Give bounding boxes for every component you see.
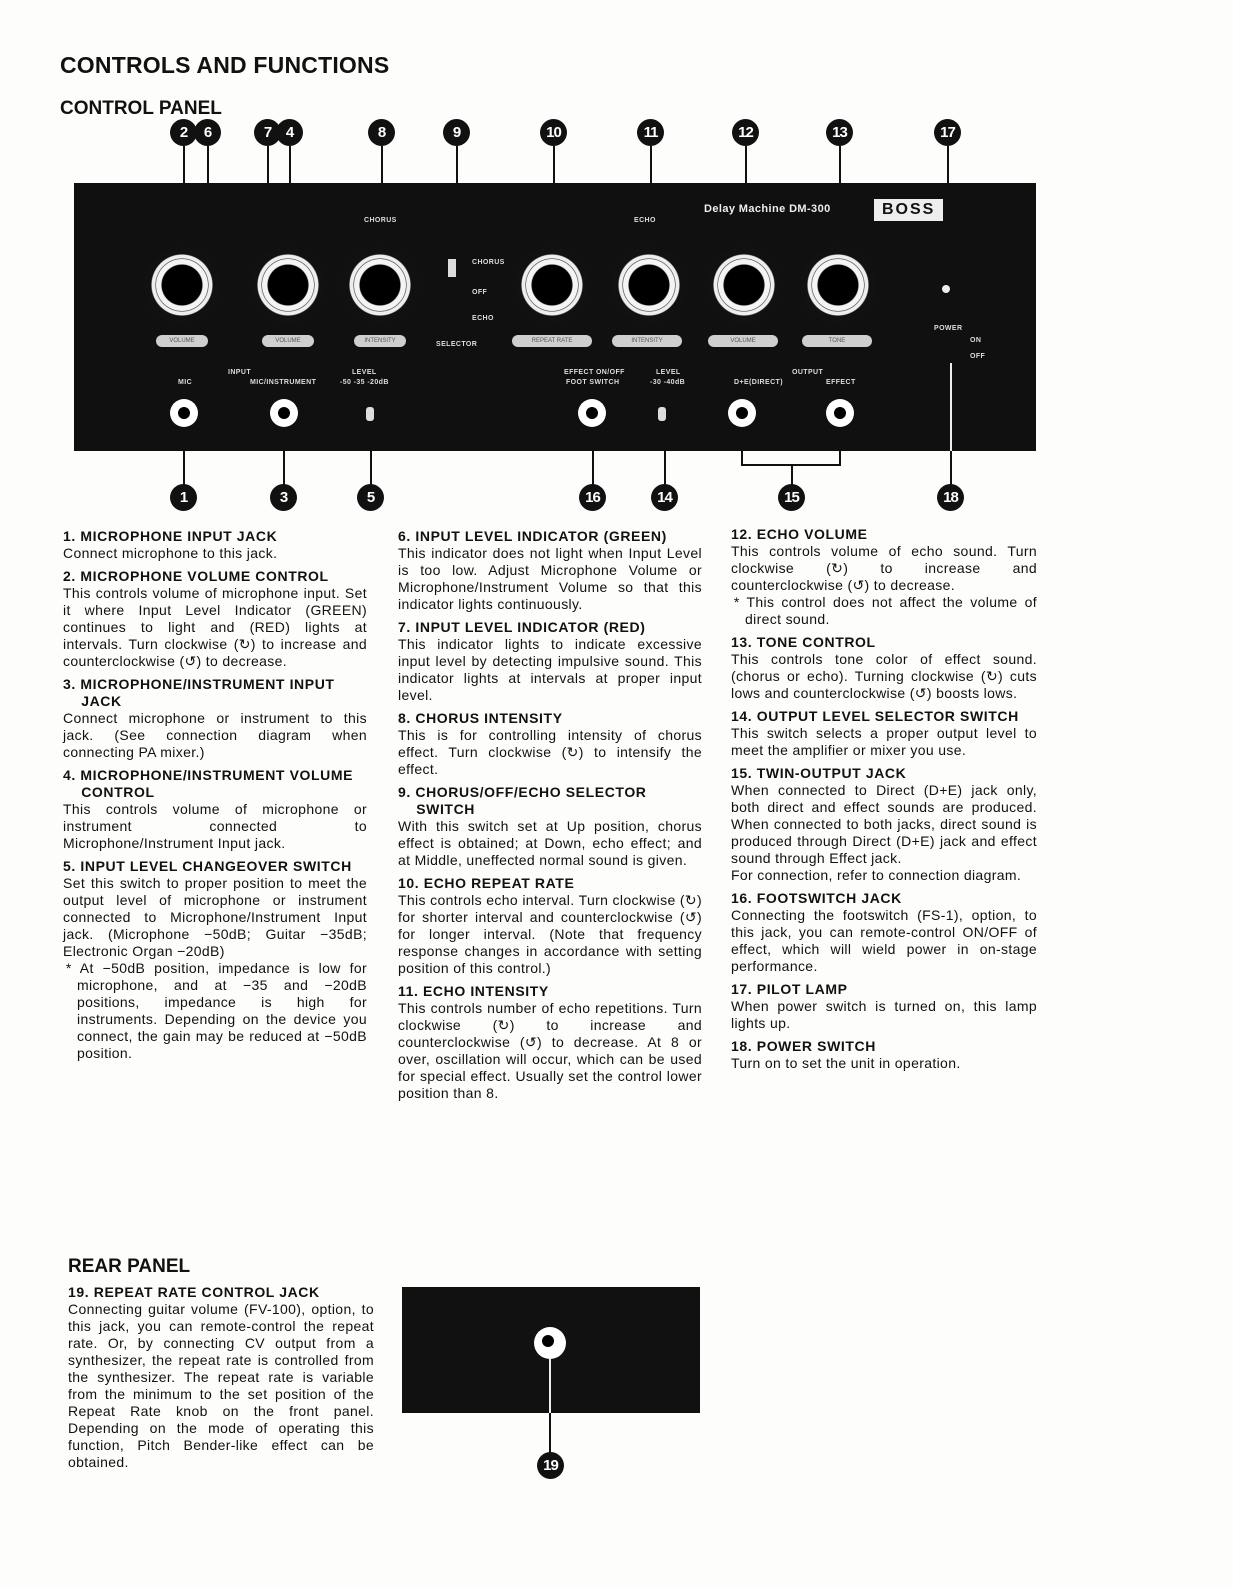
callout-14: 14 xyxy=(651,484,678,511)
item-title: 7. INPUT LEVEL INDICATOR (RED) xyxy=(398,619,646,635)
item-text: This indicator lights to indicate excessive input level by detecting impulsive sound. This indicator lights at intervals at proper input level. xyxy=(398,636,702,703)
item-text: This controls echo interval. Turn clockwise (↻) for shorter interval and counterclockwise (↺) for longer interval. (Note that frequency response changes in accordance with setting position of this control.) xyxy=(398,892,702,976)
item-text: This controls tone color of effect sound. (chorus or echo). Turning clockwise (↻) cuts lows and counterclockwise (↺) boosts lows. xyxy=(731,651,1037,701)
callout-18: 18 xyxy=(937,484,964,511)
echo-volume-knob[interactable] xyxy=(706,247,782,323)
rear-panel-photo xyxy=(402,1287,700,1413)
item-text: Connecting the footswitch (FS-1), option, to this jack, you can remote-control ON/OFF of effect, which will wield power in on-stage performance. xyxy=(731,907,1037,974)
callout-15: 15 xyxy=(778,484,805,511)
effect-output-jack[interactable] xyxy=(826,399,854,427)
column-3 xyxy=(731,526,1037,1078)
knob-label: VOLUME xyxy=(262,335,314,347)
callout-7: 7 xyxy=(254,119,281,146)
column-1 xyxy=(63,528,367,1068)
callout-11: 11 xyxy=(637,119,664,146)
item-title: 5. INPUT LEVEL CHANGEOVER SWITCH xyxy=(63,858,352,874)
level-values: -50 -35 -20dB xyxy=(340,379,389,386)
selector-echo: ECHO xyxy=(472,315,494,322)
item-title: 8. CHORUS INTENSITY xyxy=(398,710,563,726)
column-2 xyxy=(398,528,702,1108)
item-note: * This control does not affect the volume of direct sound. xyxy=(733,594,1037,627)
item-text: This controls volume of microphone or instrument connected to Microphone/Instrument Input jack. xyxy=(63,801,367,851)
callout-4: 4 xyxy=(276,119,303,146)
item-note: * At −50dB position, impedance is low for microphone, and at −35 and −20dB positions, impedance is high for instruments. Depending on the device you connect, the gain may be reduced at −50dB position. xyxy=(65,960,367,1061)
repeat-rate-knob[interactable] xyxy=(514,247,590,323)
input-label: INPUT xyxy=(228,369,251,376)
selector-off: OFF xyxy=(472,289,488,296)
echo-intensity-knob[interactable] xyxy=(611,247,687,323)
mic-inst-input-jack[interactable] xyxy=(270,399,298,427)
control-panel-heading: CONTROL PANEL xyxy=(60,98,222,119)
item-text: Connect microphone or instrument to this jack. (See connection diagram when connecting PA mixer.) xyxy=(63,710,367,760)
callout-5: 5 xyxy=(357,484,384,511)
callout-9: 9 xyxy=(443,119,470,146)
item-text: This controls volume of microphone input. Set it where Input Level Indicator (GREEN) continues to light and (RED) lights at intervals. Turn clockwise (↻) to increase and counterclockwise (↺) to decrease. xyxy=(63,585,367,669)
callout-8: 8 xyxy=(368,119,395,146)
callout-6: 6 xyxy=(194,119,221,146)
front-panel-photo xyxy=(74,183,1036,451)
item-title: 11. ECHO INTENSITY xyxy=(398,983,549,999)
chorus-label: CHORUS xyxy=(364,217,397,224)
item-text: With this switch set at Up position, chorus effect is obtained; at Down, echo effect; and at Middle, uneffected normal sound is given. xyxy=(398,818,702,868)
knob-label: VOLUME xyxy=(708,335,778,347)
direct-output-jack[interactable] xyxy=(728,399,756,427)
callout-2: 2 xyxy=(170,119,197,146)
output-level-switch[interactable] xyxy=(658,407,666,421)
repeat-rate-control-jack[interactable] xyxy=(534,1327,566,1359)
item-text: Connecting guitar volume (FV-100), option, to this jack, you can remote-control the repeat rate. Or, by connecting CV output from a synthesizer, the repeat rate is controlled from the synthesizer. The repeat rate is variable from the minimum to the set position of the Repeat Rate knob on the front panel. Depending on the mode of operating this function, Pitch Bender-like effect can be obtained. xyxy=(68,1301,374,1470)
item-text: Connect microphone to this jack. xyxy=(63,545,278,561)
power-off-label: OFF xyxy=(970,353,986,360)
item-title: 4. MICROPHONE/INSTRUMENT VOLUME CONTROL xyxy=(63,767,354,800)
level-changeover-switch[interactable] xyxy=(366,407,374,421)
item-title: 2. MICROPHONE VOLUME CONTROL xyxy=(63,568,329,584)
item-text: When connected to Direct (D+E) jack only, both direct and effect sounds are produced. When connected to both jacks, direct sound is produced through Direct (D+E) jack and effect sound through Effect jack. xyxy=(731,782,1037,866)
knob-label: VOLUME xyxy=(156,335,208,347)
callout-12: 12 xyxy=(732,119,759,146)
item-text-2: For connection, refer to connection diagram. xyxy=(731,867,1022,883)
knob-label: REPEAT RATE xyxy=(512,335,592,347)
item-text: This indicator does not light when Input Level is too low. Adjust Microphone Volume or Microphone/Instrument Volume so that this indicator lights continuously. xyxy=(398,545,702,612)
callout-1: 1 xyxy=(170,484,197,511)
power-on-label: ON xyxy=(970,337,982,344)
mic-inst-volume-knob[interactable] xyxy=(250,247,326,323)
rear-panel-heading: REAR PANEL xyxy=(68,1256,191,1277)
selector-label: SELECTOR xyxy=(436,341,478,348)
item-title: 6. INPUT LEVEL INDICATOR (GREEN) xyxy=(398,528,667,544)
knob-label: INTENSITY xyxy=(354,335,406,347)
item-text: This is for controlling intensity of chorus effect. Turn clockwise (↻) to intensify the effect. xyxy=(398,727,702,777)
callout-13: 13 xyxy=(826,119,853,146)
item-text: When power switch is turned on, this lamp lights up. xyxy=(731,998,1037,1031)
echo-label: ECHO xyxy=(634,217,656,224)
knob-label: TONE xyxy=(802,335,872,347)
footswitch-label: FOOT SWITCH xyxy=(566,379,620,386)
callout-17: 17 xyxy=(934,119,961,146)
mic-label: MIC xyxy=(178,379,193,386)
level2-label: LEVEL xyxy=(656,369,681,376)
item-title: 16. FOOTSWITCH JACK xyxy=(731,890,902,906)
tone-knob[interactable] xyxy=(800,247,876,323)
item-title: 18. POWER SWITCH xyxy=(731,1038,876,1054)
knob-label: INTENSITY xyxy=(612,335,682,347)
page-title: CONTROLS AND FUNCTIONS xyxy=(60,52,390,78)
mic-volume-knob[interactable] xyxy=(144,247,220,323)
item-title: 15. TWIN-OUTPUT JACK xyxy=(731,765,907,781)
mic-input-jack[interactable] xyxy=(170,399,198,427)
effect-label: EFFECT xyxy=(826,379,856,386)
direct-label: D+E(DIRECT) xyxy=(734,379,783,386)
footswitch-jack[interactable] xyxy=(578,399,606,427)
level-label: LEVEL xyxy=(352,369,377,376)
power-label: POWER xyxy=(934,325,963,332)
item-title: 14. OUTPUT LEVEL SELECTOR SWITCH xyxy=(731,708,1019,724)
output-label: OUTPUT xyxy=(792,369,824,376)
boss-logo: BOSS xyxy=(874,199,943,221)
item-title: 12. ECHO VOLUME xyxy=(731,526,868,542)
callout-16: 16 xyxy=(579,484,606,511)
item-title: 13. TONE CONTROL xyxy=(731,634,876,650)
item-text: Set this switch to proper position to meet the output level of microphone or instrument connected to Microphone/Instrument Input jack. (Microphone −50dB; Guitar −35dB; Electronic Organ −20dB) xyxy=(63,875,367,959)
selector-switch[interactable] xyxy=(448,259,456,277)
rear-panel-text xyxy=(68,1284,374,1477)
chorus-intensity-knob[interactable] xyxy=(342,247,418,323)
item-title: 19. REPEAT RATE CONTROL JACK xyxy=(68,1284,320,1300)
item-text: This switch selects a proper output level to meet the amplifier or mixer you use. xyxy=(731,725,1037,758)
item-title: 17. PILOT LAMP xyxy=(731,981,848,997)
mic-inst-label: MIC/INSTRUMENT xyxy=(250,379,317,386)
item-title: 1. MICROPHONE INPUT JACK xyxy=(63,528,278,544)
selector-chorus: CHORUS xyxy=(472,259,505,266)
item-title: 3. MICROPHONE/INSTRUMENT INPUT JACK xyxy=(63,676,335,709)
model-name: Delay Machine DM-300 xyxy=(704,203,831,215)
effect-onoff-label: EFFECT ON/OFF xyxy=(564,369,625,376)
callout-10: 10 xyxy=(540,119,567,146)
callout-3: 3 xyxy=(270,484,297,511)
item-title: 10. ECHO REPEAT RATE xyxy=(398,875,575,891)
item-text: This controls number of echo repetitions. Turn clockwise (↻) to increase and counterclockwise (↺) to decrease. At 8 or over, oscillation will occur, which can be used for special effect. Usually set the control lower position than 8. xyxy=(398,1000,702,1101)
item-text: This controls volume of echo sound. Turn clockwise (↻) to increase and counterclockwise (↺) to decrease. xyxy=(731,543,1037,593)
pilot-lamp xyxy=(942,285,950,293)
item-text: Turn on to set the unit in operation. xyxy=(731,1055,961,1071)
item-title: 9. CHORUS/OFF/ECHO SELECTOR SWITCH xyxy=(398,784,647,817)
level2-values: -30 -40dB xyxy=(650,379,686,386)
callout-19: 19 xyxy=(537,1452,564,1479)
